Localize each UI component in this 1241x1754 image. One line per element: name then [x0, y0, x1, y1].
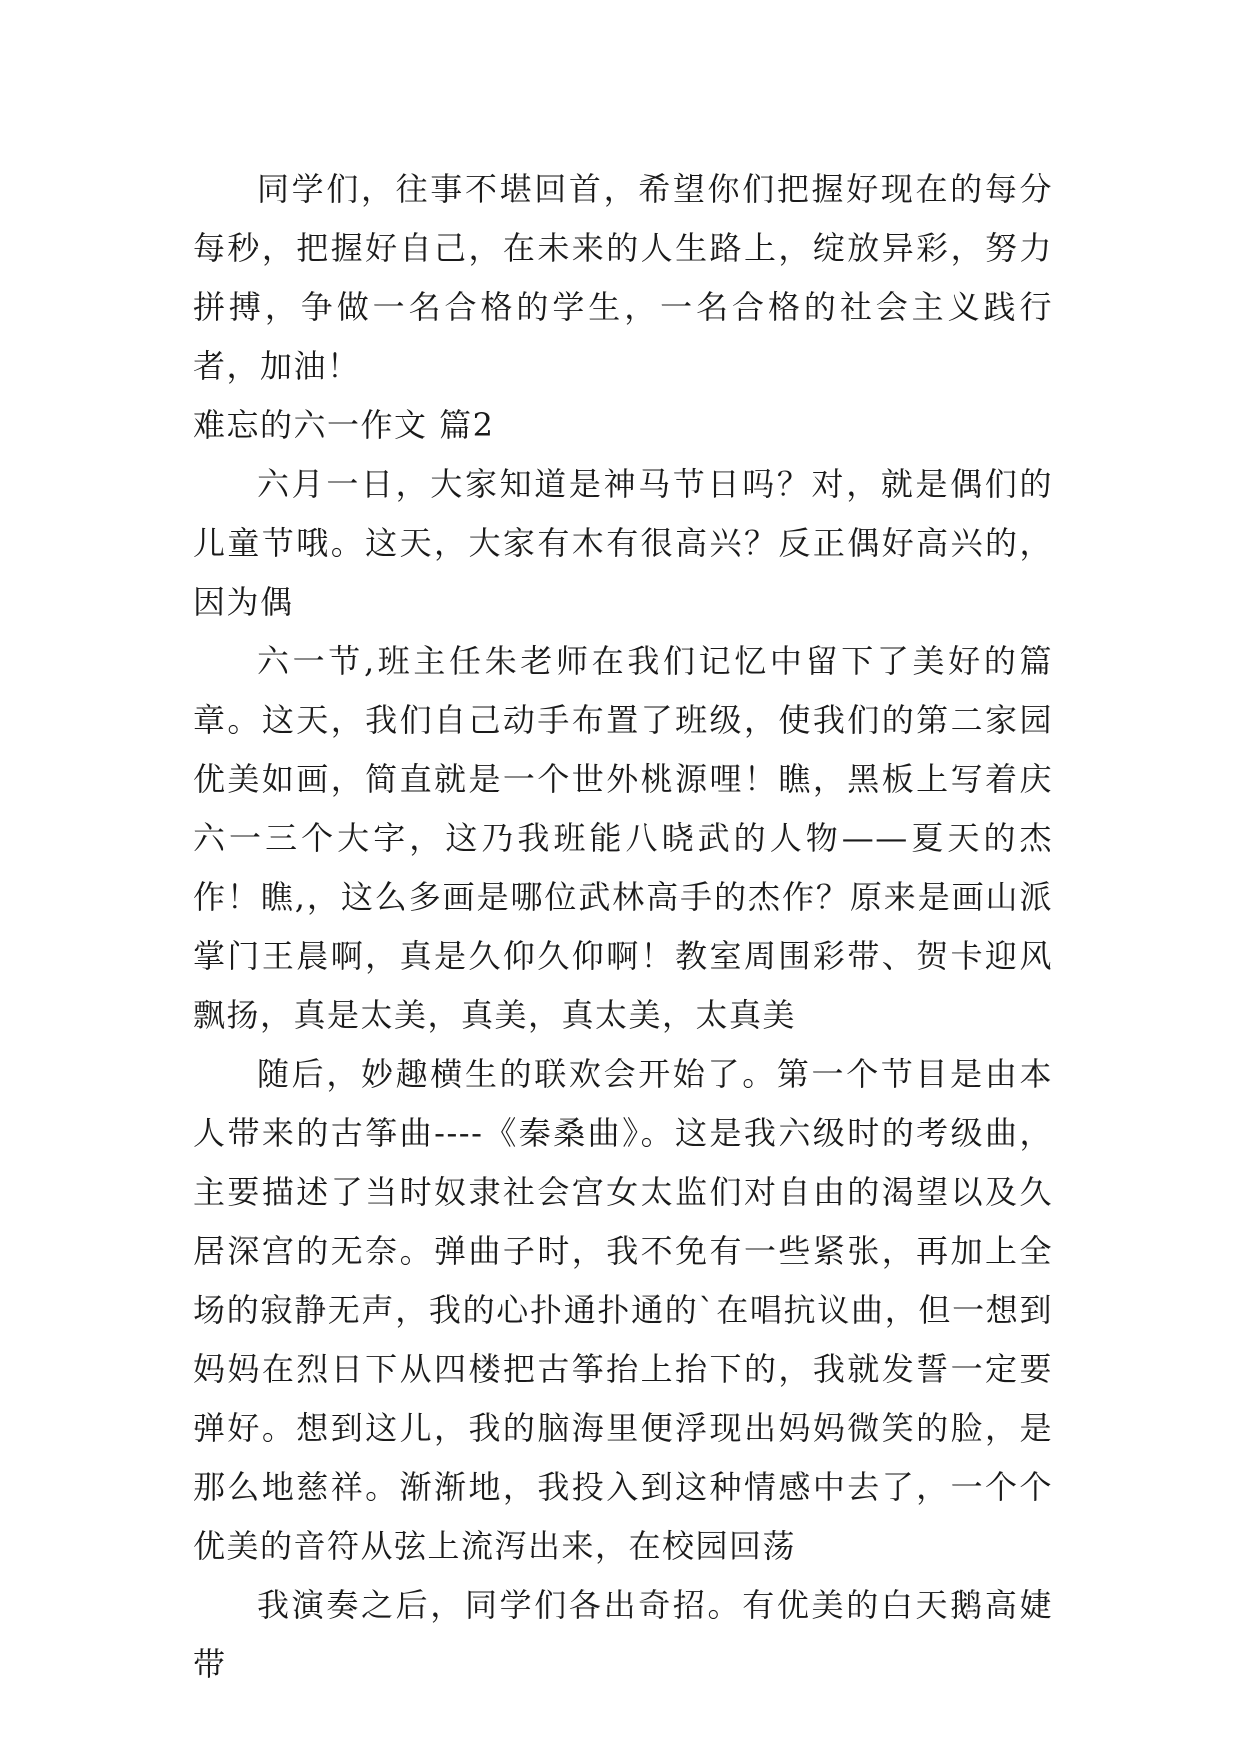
paragraph-after-performance: 我演奏之后，同学们各出奇招。有优美的白天鹅高婕带	[193, 1586, 1053, 1683]
paragraph-classroom: 六一节,班主任朱老师在我们记忆中留下了美好的篇章。这天，我们自己动手布置了班级，使我们的第二家园优美如画，简直就是一个世外桃源哩！瞧，黑板上写着庆六一三个大字，这乃我班能八晓武的人物——夏天的杰作！瞧,，这么多画是哪位武林高手的杰作？原来是画山派掌门王晨啊，真是久仰久仰啊！教室周围彩带、贺卡迎风飘扬，真是太美，真美，真太美，太真美	[193, 642, 1053, 1034]
paragraph-performance: 随后，妙趣横生的联欢会开始了。第一个节目是由本人带来的古筝曲----《秦桑曲》。这是我六级时的考级曲，主要描述了当时奴隶社会宫女太监们对自由的渴望以及久居深宫的无奈。弹曲子时，我不免有一些紧张，再加上全场的寂静无声，我的心扑通扑通的`在唱抗议曲，但一想到妈妈在烈日下从四楼把古筝抬上抬下的，我就发誓一定要弹好。想到这儿，我的脑海里便浮现出妈妈微笑的脸，是那么地慈祥。渐渐地，我投入到这种情感中去了，一个个优美的音符从弦上流泻出来，在校园回荡	[193, 1055, 1053, 1565]
paragraph-closing: 同学们，往事不堪回首，希望你们把握好现在的每分每秒，把握好自己，在未来的人生路上，绽放异彩，努力拼搏，争做一名合格的学生，一名合格的社会主义践行者，加油！	[193, 170, 1053, 385]
document-body	[193, 160, 1053, 1694]
section-heading: 难忘的六一作文 篇2	[193, 406, 495, 444]
paragraph-intro: 六月一日，大家知道是神马节日吗？对，就是偶们的儿童节哦。这天，大家有木有很高兴？反正偶好高兴的，因为偶	[193, 465, 1053, 621]
